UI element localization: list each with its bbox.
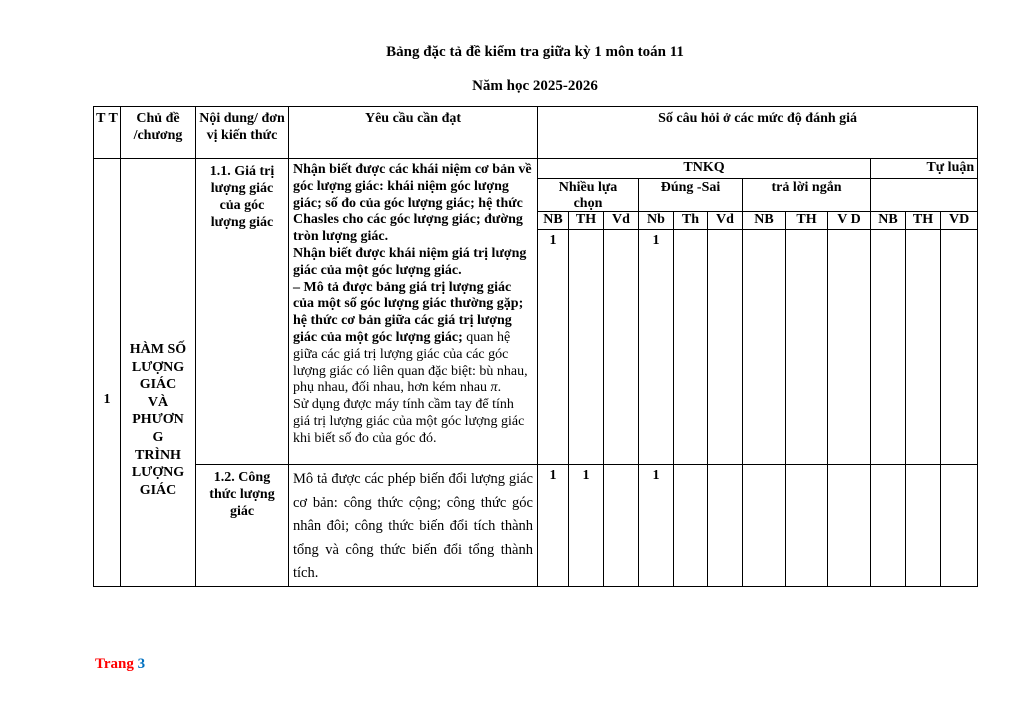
count-cell bbox=[906, 465, 941, 587]
count-cell bbox=[604, 230, 639, 465]
cell-yeu-cau-1-2: Mô tả được các phép biến đổi lượng giác cơ bản: công thức cộng; công thức góc nhân đôi; công thức biến đổi tích thành tổng và công thức biến đổi tổng thành tích. bbox=[289, 465, 538, 587]
header-noi-dung: Nội dung/ đơn vị kiến thức bbox=[196, 107, 289, 159]
cell-chu-de bbox=[121, 159, 196, 587]
header-so-cau-hoi: Số câu hỏi ở các mức độ đánh giá bbox=[538, 107, 978, 159]
noi-dung-1-1-text: 1.1. Giá trị lượng giác của góc lượng giác bbox=[209, 164, 275, 230]
count-cell bbox=[786, 230, 828, 465]
count-cell bbox=[569, 230, 604, 465]
header-level: NB bbox=[871, 212, 906, 230]
header-level: TH bbox=[906, 212, 941, 230]
count-cell bbox=[674, 230, 708, 465]
noi-dung-1-2-text: 1.2. Công thức lượng giác bbox=[209, 470, 275, 519]
table-header-row bbox=[94, 107, 978, 159]
spec-table bbox=[93, 106, 978, 587]
count-cell bbox=[828, 230, 871, 465]
chu-de-text: HÀM SỐ LƯỢNG GIÁC VÀ PHƯƠNG TRÌNH LƯỢNG GIÁC bbox=[129, 342, 187, 498]
header-level: NB bbox=[743, 212, 786, 230]
content-row-2 bbox=[94, 465, 978, 587]
document-heading bbox=[93, 44, 977, 95]
header-yeu-cau: Yêu cầu cần đạt bbox=[289, 107, 538, 159]
footer-page-label: Trang bbox=[95, 656, 134, 672]
count-cell bbox=[828, 465, 871, 587]
doc-subtitle: Năm học 2025-2026 bbox=[472, 78, 598, 94]
count-cell bbox=[743, 465, 786, 587]
count-cell: 1 bbox=[569, 465, 604, 587]
header-group-nhieu-lua-chon: Nhiều lựa chọn bbox=[538, 179, 639, 212]
count-cell bbox=[941, 465, 978, 587]
count-cell bbox=[941, 230, 978, 465]
header-chu-de: Chủ đề /chương bbox=[121, 107, 196, 159]
header-tnkq: TNKQ bbox=[538, 159, 871, 179]
header-group-tu-luan-empty bbox=[871, 179, 978, 212]
cell-noi-dung-1-2 bbox=[196, 465, 289, 587]
cell-tt: 1 bbox=[94, 159, 121, 587]
count-cell bbox=[786, 465, 828, 587]
footer-page-number: 3 bbox=[137, 656, 146, 672]
header-level: Nb bbox=[639, 212, 674, 230]
count-cell: 1 bbox=[639, 465, 674, 587]
cell-yeu-cau-1-1: Nhận biết được các khái niệm cơ bản về góc lượng giác: khái niệm góc lượng giác; số đo của góc lượng giác; hệ thức Chasles cho các góc lượng giác; đường tròn lượng giác. Nhận biết được khái niệm giá trị lượng giác của một góc lượng giác. – Mô tả được bảng giá trị lượng giác của một số góc lượng giác thường gặp; hệ thức cơ bản giữa các giá trị lượng giác của một góc lượng giác; quan hệ giữa các giá trị lượng giác của các góc lượng giác có liên quan đặc biệt: bù nhau, phụ nhau, đối nhau, hơn kém nhau π. Sử dụng được máy tính cầm tay để tính giá trị lượng giác của một góc lượng giác khi biết số đo của góc đó. bbox=[289, 159, 538, 465]
header-level: VD bbox=[941, 212, 978, 230]
header-level: NB bbox=[538, 212, 569, 230]
doc-title: Bảng đặc tả đề kiểm tra giữa kỳ 1 môn toán 11 bbox=[386, 44, 684, 60]
count-cell bbox=[674, 465, 708, 587]
count-cell: 1 bbox=[538, 465, 569, 587]
count-cell bbox=[743, 230, 786, 465]
count-cell: 1 bbox=[538, 230, 569, 465]
header-level: TH bbox=[569, 212, 604, 230]
count-cell: 1 bbox=[639, 230, 674, 465]
count-cell bbox=[906, 230, 941, 465]
page-footer bbox=[95, 656, 145, 673]
header-level: TH bbox=[786, 212, 828, 230]
header-level: Th bbox=[674, 212, 708, 230]
header-level: Vd bbox=[708, 212, 743, 230]
cell-noi-dung-1-1 bbox=[196, 159, 289, 465]
header-level: Vd bbox=[604, 212, 639, 230]
count-cell bbox=[708, 230, 743, 465]
header-tnkq-row bbox=[94, 159, 978, 179]
count-cell bbox=[871, 465, 906, 587]
count-cell bbox=[708, 465, 743, 587]
header-group-dung-sai: Đúng -Sai bbox=[639, 179, 743, 212]
header-tu-luan: Tự luận bbox=[871, 159, 978, 179]
count-cell bbox=[604, 465, 639, 587]
count-cell bbox=[871, 230, 906, 465]
header-level: V D bbox=[828, 212, 871, 230]
header-group-tra-loi-ngan: trả lời ngắn bbox=[743, 179, 871, 212]
header-tt: T T bbox=[94, 107, 121, 159]
